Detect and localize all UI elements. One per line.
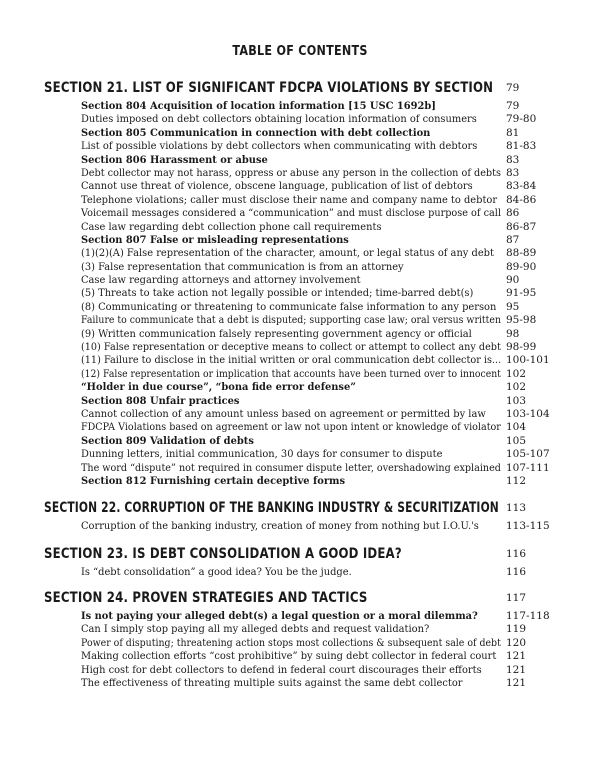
toc-entry-text: (10) False representation or deceptive means to collect or attempt to collect any debt [81,341,501,354]
toc-entry [44,636,527,650]
toc-entry-page: 98-99 [506,341,537,354]
toc-entry-page: 100-101 [506,354,550,367]
toc-section-21 [44,80,550,488]
toc-entry-text: Is not paying your alleged debt(s) a legal question or a moral dilemma? [81,610,478,622]
section-title: SECTION 23. IS DEBT CONSOLIDATION A GOOD IDEA? [44,546,402,562]
toc-entry [44,448,550,461]
toc-entry-page: 81 [506,126,520,139]
toc-section-23 [44,546,527,579]
toc-entry-page: 84-86 [506,193,537,206]
toc-entry [44,623,527,636]
section-heading [44,546,527,566]
toc-entry [44,234,524,247]
toc-entry-page: 86-87 [506,220,537,233]
toc-entry-text: Section 806 Harassment or abuse [81,153,268,166]
toc-entry-page: 102 [506,381,527,394]
toc-entry-page: 116 [506,566,527,578]
toc-entry-page: 95 [506,300,520,313]
toc-entry-page: 81-83 [506,140,537,153]
section-title: SECTION 21. LIST OF SIGNIFICANT FDCPA VIOLATIONS BY SECTION [44,80,494,96]
toc-entry-page: 103 [506,394,527,407]
section-entries [44,520,550,533]
toc-entry [44,328,524,341]
toc-entry [44,274,524,287]
toc-entry-text: Voicemail messages considered a “communication” and must disclose purpose of call [81,207,502,220]
toc-entry-text: (8) Communicating or threatening to communicate false information to any person [81,300,497,313]
toc-entry [44,421,527,434]
section-entries [44,566,527,579]
toc-entry-page: 121 [506,676,527,689]
toc-entry-page: 117-118 [506,610,550,622]
toc-section-22 [44,500,550,533]
toc-entry-text: Corruption of the banking industry, creation of money from nothing but I.O.U.'s [81,520,479,532]
toc-entry-page: 107-111 [506,461,550,474]
toc-entry-page: 120 [506,636,527,649]
toc-entry [44,354,550,367]
toc-entry-text: Failure to communicate that a debt is disputed; supporting case law; oral versus written [81,314,501,327]
toc-entry-page: 103-104 [506,407,550,420]
toc-entry-text: (1)(2)(A) False representation of the character, amount, or legal status of any debt [81,247,494,260]
toc-entry-text: Section 812 Furnishing certain deceptive forms [81,474,346,487]
toc-entry [44,180,537,193]
toc-entry-text: Section 804 Acquisition of location information [15 USC 1692b] [81,100,436,112]
toc-entry-text: The effectiveness of threating multiple suits against the same debt collector [81,676,463,689]
toc-entry-page: 121 [506,663,527,676]
toc-entry-page: 102 [506,367,527,380]
toc-entry-page: 88-89 [506,247,537,260]
toc-entry-text: (9) Written communication falsely representing government agency or official [81,327,472,340]
toc-entry [44,127,524,140]
toc-entry-page: 121 [506,650,527,663]
toc-entry [44,520,550,533]
toc-entry [44,434,527,448]
toc-entry-page: 105-107 [506,448,550,461]
toc-entry [44,207,524,220]
section-entries [44,100,550,488]
toc-entry-text: (11) Failure to disclose in the initial written or oral communication debt collector is... [81,354,502,367]
toc-entry [44,341,537,354]
toc-entry [44,193,537,207]
section-page: 116 [506,548,527,560]
toc-entry-text: High cost for debt collectors to defend in federal court discourages their efforts [81,663,482,676]
section-heading [44,590,527,610]
toc-entry-text: Debt collector may not harass, oppress or abuse any person in the collection of debts [81,166,502,179]
toc-entry-page: 83 [506,153,520,166]
toc-entry-text: Dunning letters, initial communication, 30 days for consumer to dispute [81,448,443,461]
toc-entry [44,650,527,663]
toc-entry [44,260,537,274]
toc-entry [44,247,537,260]
toc-entry-page: 89-90 [506,260,537,273]
toc-entry-text: FDCPA Violations based on agreement or law not upon intent or knowledge of violator [81,421,501,434]
toc-entry [44,167,524,180]
toc-entry-text: Section 805 Communication in connection with debt collection [81,126,431,139]
toc-entry [44,676,527,690]
toc-entry-text: Case law regarding debt collection phone call requirements [81,220,382,233]
toc-entry [44,367,527,381]
toc-entry-text: Section 808 Unfair practices [81,394,240,407]
section-heading [44,80,524,100]
toc-entry-page: 104 [506,421,527,434]
toc-entry [44,301,524,314]
toc-entry [44,381,527,394]
toc-entry-text: (5) Threats to take action not legally possible or intended; time-barred debt(s) [81,287,474,300]
toc-entry [44,113,537,126]
toc-entry-text: Section 807 False or misleading representations [81,233,349,246]
toc-entry [44,461,550,475]
toc-entry-text: The word “dispute” not required in consumer dispute letter, overshadowing explained [81,461,501,474]
toc-entry-page: 95-98 [506,314,537,327]
toc-entry [44,407,550,421]
toc-entry-text: (3) False representation that communication is from an attorney [81,260,404,273]
toc-entry [44,220,537,234]
toc-entry-page: 83 [506,166,520,179]
toc-entry [44,394,527,408]
toc-entry-page: 119 [506,623,527,636]
section-title: SECTION 22. CORRUPTION OF THE BANKING INDUSTRY & SECURITIZATION [44,500,499,516]
toc-entry-text: Can I simply stop paying all my alleged debts and request validation? [81,623,430,636]
toc-entry-page: 86 [506,207,520,220]
toc-entry-text: Duties imposed on debt collectors obtaining location information of consumers [81,113,477,126]
toc-entry [44,287,537,300]
toc-entry-text: Cannot collection of any amount unless based on agreement or permitted by law [81,407,486,420]
toc-entry [44,663,527,677]
toc-entry-text: (12) False representation or implication that accounts have been turned over to innocent [81,367,501,380]
toc-section-24 [44,590,550,690]
section-title: SECTION 24. PROVEN STRATEGIES AND TACTICS [44,590,368,606]
toc-entry [44,314,537,327]
toc-title: TABLE OF CONTENTS [232,44,368,59]
toc-entry-page: 112 [506,474,527,487]
toc-entry-text: “Holder in due course”, “bona fide error defense” [81,381,356,394]
toc-entry [44,566,527,579]
toc-entry-page: 87 [506,233,520,246]
section-page: 117 [506,592,527,604]
toc-entry-page: 79 [506,100,520,112]
toc-entry-text: Power of disputing; threatening action stops most collections & subsequent sale of debt [81,636,501,649]
toc-entry-text: Case law regarding attorneys and attorney involvement [81,274,361,287]
toc-entry-text: Cannot use threat of violence, obscene language, publication of list of debtors [81,180,473,193]
toc-entry-text: List of possible violations by debt collectors when communicating with debtors [81,140,478,153]
section-page: 113 [506,502,527,514]
toc-entry [44,474,527,488]
toc-entry [44,100,524,113]
toc-entry-page: 98 [506,327,520,340]
toc-entry-page: 91-95 [506,287,537,300]
toc-entry-text: Section 809 Validation of debts [81,434,254,447]
toc-entry-text: Telephone violations; caller must disclose their name and company name to debtor [81,193,498,206]
toc-entry-text: Is “debt consolidation” a good idea? You be the judge. [81,566,352,578]
section-entries [44,610,550,690]
toc-entry-page: 79-80 [506,113,537,126]
toc-entry-page: 113-115 [506,520,550,532]
toc-entry [44,610,550,623]
section-page: 79 [506,82,520,94]
section-heading [44,500,527,520]
toc-entry-page: 105 [506,434,527,447]
toc-entry-text: Making collection efforts “cost prohibitive” by suing debt collector in federal court [81,650,497,663]
toc-entry-page: 90 [506,274,520,287]
toc-entry [44,140,537,153]
toc-entry-page: 83-84 [506,180,537,193]
toc-entry [44,154,524,167]
